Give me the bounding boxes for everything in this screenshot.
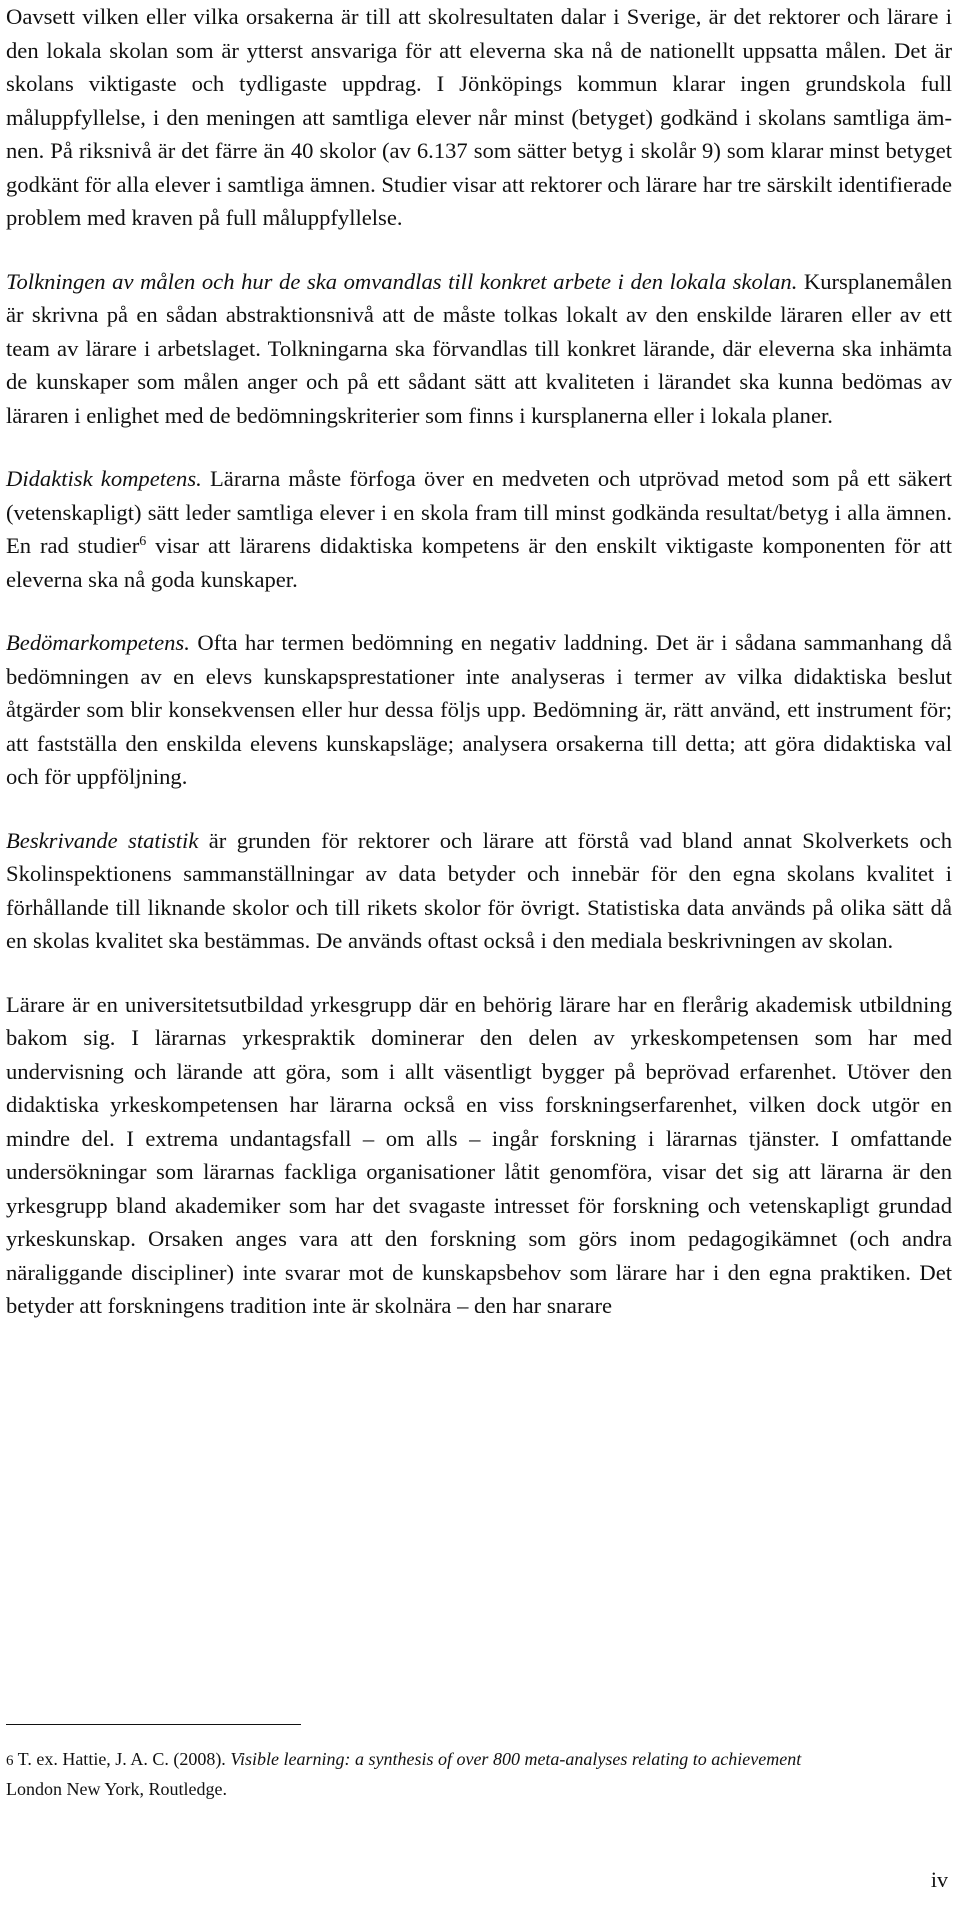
footnote-publisher: London New York, Routledge.: [6, 1779, 227, 1799]
paragraph-lead: Tolkningen av målen och hur de ska omvandlas till konkret arbete i den lokala skolan.: [6, 268, 798, 294]
page-body: [6, 0, 952, 1323]
paragraph-text: visar att lärarens didaktiska kompetens är den enskilt viktigaste komponenten för att eleverna ska nå goda kunskaper.: [6, 533, 952, 592]
footnote-reference[interactable]: 6: [139, 534, 147, 549]
footnote-text: T. ex. Hattie, J. A. C. (2008).: [13, 1749, 231, 1769]
paragraph-text: är grunden för rektorer och lärare att förstå vad bland annat Skolverkets och Skolinspektionens sammanställningar av data betyder och innebär för den egna skolans kvalitet i förhållande till liknande skolor och till rikets skolor för övrigt. Statistiska data används på olika sätt då en skolas kvalitet ska bestämmas. De används oftast också i den mediala beskrivningen av skolan.: [6, 827, 952, 953]
paragraph-descriptive-statistics: [6, 824, 952, 958]
footnote-number: 6: [6, 1753, 14, 1769]
paragraph-lead: Bedömarkompetens.: [6, 630, 190, 655]
paragraph-text: Kursplanemålen är skrivna på en sådan abstraktionsnivå att de måste tolkas lokalt av den enskilde läraren eller av ett team av lärare i arbetslaget. Tolkningarna ska förvandlas till konkret lärande, där eleverna ska inhämta de kunskaper som målen anger och på ett sådant sätt att kvaliteten i lärandet ska kunna bedömas av läraren i enlighet med de bedömningskriterier som finns i kursplanerna eller i lokala planer.: [6, 268, 952, 428]
page-number: iv: [930, 1867, 948, 1892]
footnote-title: Visible learning: a synthesis of over 800 meta-analyses relating to achievement: [230, 1749, 802, 1769]
paragraph-lead: Didaktisk kompetens.: [6, 466, 202, 491]
footnote: [6, 1745, 946, 1803]
paragraph-lead: Beskrivande statistik: [6, 827, 199, 853]
footnote-divider: [6, 1724, 301, 1725]
paragraph-text: Ofta har termen bedömning en negativ laddning. Det är i sådana sammanhang då bedömningen av en elevs kunskapsprestationer inte analyseras i termer av vilka didaktiska beslut åtgärder som blir konsekvensen eller hur dessa följs upp. Bedömning är, rätt använd, ett instrument för; att fastställa den enskilda elevens kunskapsläge; analysera orsakerna till detta; att göra didaktiska val och för uppföljning.: [6, 630, 952, 789]
paragraph-text: Lärarna måste förfoga över en medveten och utprövad metod som på ett säkert (vetenskapligt) sätt leder samtliga elever i en skola fram till minst godkända resultat/betyg i alla ämnen. En rad studier: [6, 466, 953, 558]
paragraph-school-results: Oavsett vilken eller vilka orsakerna är till att skolresultaten dalar i Sverige, är det rektorer och lärare i den lokala skolan som är ytterst ansvariga för att eleverna ska nå de nationellt uppsatta målen. Det är skolans viktigaste och tydligaste uppdrag. I Jönköpings kommun klarar ingen grundskola full måluppfyllelse, i den meningen att samtliga elever når minst (betyget) godkänd i skolans samtliga ämnen. På riksnivå är det färre än 40 skolor (av 6.137 som sätter betyg i skolår 9) som klarar minst betyget godkänt för alla elever i samtliga ämnen. Studier visar att rektorer och lärare har tre särskilt identifierade problem med kraven på full måluppfyllelse.: [6, 4, 952, 230]
paragraph-teachers-profession: Lärare är en universitetsutbildad yrkesgrupp där en behörig lärare har en flerårig akademisk utbildning bakom sig. I lärarnas yrkespraktik dominerar den delen av yrkeskompetensen som har med undervisning och lärande att göra, som i allt väsentligt bygger på beprövad erfarenhet. Utöver den didaktiska yrkeskompetensen har lärarna också en viss forskningserfarenhet, vilken dock utgör en mindre del. I extrema undantagsfall – om alls – ingår forskning i lärarnas tjänster. I omfattande undersökningar som lärarnas fackliga organisationer låtit genomföra, visar det sig att lärarna är den yrkesgrupp bland akademiker som har det svagaste intresset för forskning och vetenskapligt grundad yrkeskunskap. Orsaken anges vara att den forskning som görs inom pedagogikämnet (och andra näraliggande discipliner) inte svarar mot de kunskapsbehov som lärare har i den egna praktiken. Det betyder att forskningens tradition inte är skolnära – den har snarare: [6, 991, 952, 1318]
paragraph-goal-interpretation: [6, 265, 952, 433]
paragraph-assessment-competence: [6, 626, 952, 794]
paragraph-didactic-competence: [6, 462, 952, 596]
